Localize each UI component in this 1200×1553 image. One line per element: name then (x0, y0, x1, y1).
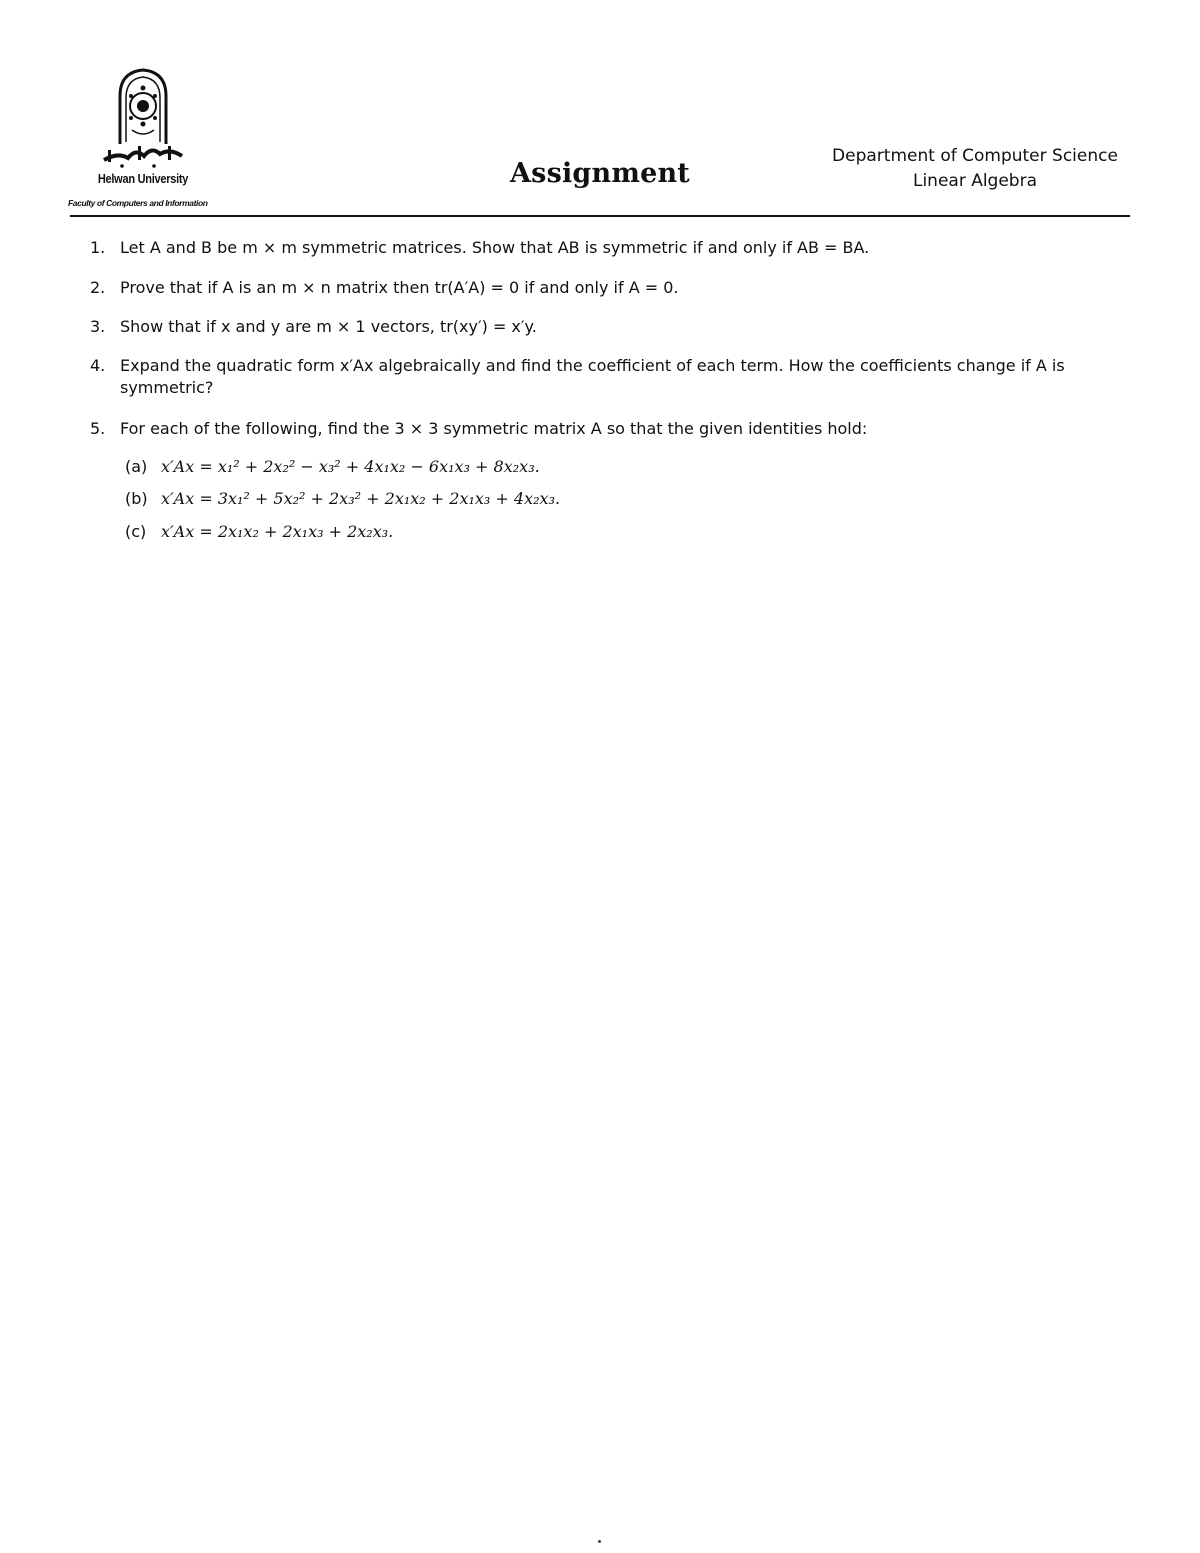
problem-number: 4. (90, 356, 106, 375)
university-name: Helwan University (97, 172, 189, 186)
page-header (0, 0, 1200, 220)
page-footer-mark (598, 1540, 601, 1543)
subpart-equation: x′Ax = 2x₁x₂ + 2x₁x₃ + 2x₂x₃. (161, 522, 394, 541)
header-divider (70, 215, 1130, 217)
problem-number: 5. (90, 419, 106, 438)
problem-number: 3. (90, 317, 106, 336)
department-name: Department of Computer Science (832, 146, 1118, 166)
problem-number: 2. (90, 278, 106, 297)
university-emblem-icon (98, 66, 188, 170)
faculty-name: Faculty of Computers and Information (68, 198, 208, 208)
problem-text: Let A and B be m × m symmetric matrices. Show that AB is symmetric if and only if AB = BA. (120, 238, 870, 257)
subpart-label: (b) (125, 489, 148, 508)
course-info (820, 144, 1130, 194)
subpart-equation: x′Ax = x₁² + 2x₂² − x₃² + 4x₁x₂ − 6x₁x₃ + 8x₂x₃. (161, 457, 540, 476)
subpart-equation: x′Ax = 3x₁² + 5x₂² + 2x₃² + 2x₁x₂ + 2x₁x₃ + 4x₂x₃. (161, 489, 561, 508)
page-title: Assignment (510, 158, 690, 189)
subpart-label: (a) (125, 457, 148, 476)
problem-text: For each of the following, find the 3 × 3 symmetric matrix A so that the given identities hold: (120, 419, 868, 438)
subpart-label: (c) (125, 522, 147, 541)
problem-text: Expand the quadratic form x′Ax algebraically and find the coefficient of each term. How the coefficients change if A is symmetric? (120, 356, 1065, 397)
course-name: Linear Algebra (912, 171, 1038, 191)
problem-text: Prove that if A is an m × n matrix then tr(A′A) = 0 if and only if A = 0. (120, 278, 679, 297)
problem-text: Show that if x and y are m × 1 vectors, tr(xy′) = x′y. (120, 317, 537, 336)
problem-number: 1. (90, 238, 106, 257)
university-logo (68, 66, 218, 212)
